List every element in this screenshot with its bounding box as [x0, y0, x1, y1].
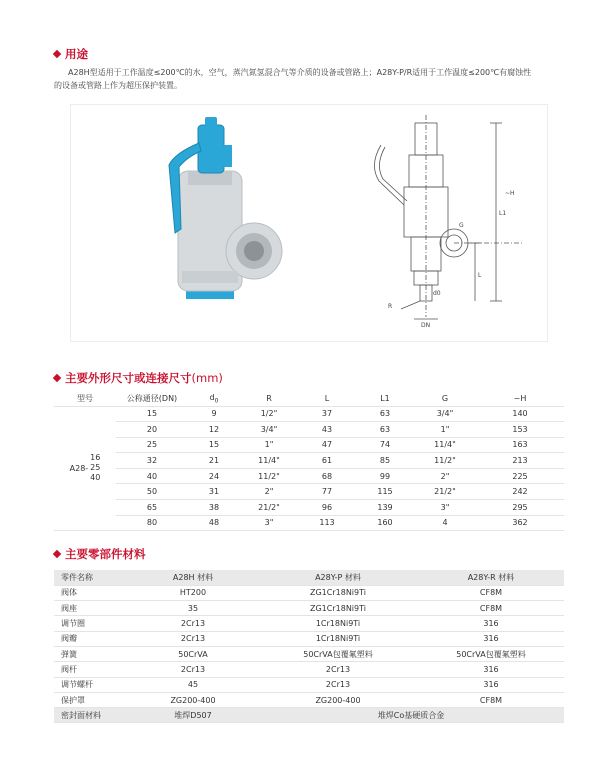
cell-d0: 9: [211, 409, 217, 419]
table-row: [54, 662, 564, 677]
cell-g: 3/4": [436, 409, 454, 419]
cell-part: 调节螺杆: [61, 680, 93, 690]
cell-a28yr: 316: [483, 680, 499, 690]
dimensions-table: [54, 392, 564, 531]
cell-h: 362: [512, 518, 528, 528]
cell-l1: 99: [379, 471, 391, 481]
cell-d0: 12: [208, 424, 220, 434]
header-g: G: [441, 394, 449, 404]
cell-part: 保护罩: [61, 695, 85, 705]
cell-r: 21/2": [258, 502, 280, 512]
cell-a28h: 2Cr13: [180, 664, 206, 674]
cell-a28yp: 2Cr13: [325, 680, 351, 690]
header-a28yp: A28Y-P 材料: [315, 572, 361, 582]
usage-heading: [54, 46, 88, 62]
table-row: [54, 406, 564, 422]
cell-a28h: 2Cr13: [180, 619, 206, 629]
cell-a28yr: CF8M: [479, 588, 503, 598]
header-part: 零件名称: [61, 572, 93, 582]
cell-g: 21/2": [434, 487, 456, 497]
model-variant: 40: [90, 473, 101, 483]
cell-l: 47: [321, 440, 333, 450]
dimensions-unit: (mm): [191, 371, 223, 385]
cell-g: 2": [440, 471, 450, 481]
model-cell: [54, 406, 116, 531]
usage-line-2: 的设备或管路上作为超压保护装置。: [54, 81, 182, 90]
materials-heading: [54, 546, 146, 562]
label-d0: d0: [433, 290, 441, 297]
valve-photo: [169, 117, 282, 299]
model-prefix: A28-: [69, 463, 89, 473]
cell-a28h: 35: [187, 603, 199, 613]
table-row: [54, 437, 564, 453]
label-dn: DN: [421, 322, 431, 329]
table-row: [54, 631, 564, 646]
cell-part: 阀杆: [61, 664, 77, 674]
cell-a28h: ZG200-400: [170, 695, 216, 705]
diamond-bullet-icon: [53, 374, 61, 382]
cell-a28yp: 1Cr18Ni9Ti: [315, 634, 361, 644]
header-l: L: [324, 394, 330, 404]
cell-a28yp: ZG1Cr18Ni9Ti: [310, 588, 366, 598]
model-variant: 25: [90, 463, 101, 473]
cell-l1: 63: [379, 424, 391, 434]
cell-d0: 48: [208, 518, 220, 528]
cell-g: 1": [440, 424, 450, 434]
cell-l: 37: [321, 409, 333, 419]
table-row: [54, 646, 564, 661]
cell-g: 11/2": [434, 456, 456, 466]
cell-l1: 85: [379, 456, 391, 466]
cell-l: 113: [319, 518, 335, 528]
cell-a28y-merged: 堆焊Co基硬质合金: [377, 710, 445, 720]
cell-d0: 21: [208, 456, 220, 466]
cell-dn: 40: [146, 471, 158, 481]
drawing-labels: [388, 190, 515, 329]
cell-g: 11/4": [434, 440, 456, 450]
cell-a28h: 2Cr13: [180, 634, 206, 644]
table-row: [54, 616, 564, 631]
cell-d0: 31: [208, 487, 220, 497]
cell-l1: 74: [379, 440, 391, 450]
cell-l1: 115: [377, 487, 393, 497]
cell-a28yr: CF8M: [479, 603, 503, 613]
cell-part: 调节圈: [61, 619, 85, 629]
cell-l1: 63: [379, 409, 391, 419]
cell-dn: 25: [146, 440, 158, 450]
cell-dn: 20: [146, 424, 158, 434]
header-model: 型号: [77, 394, 93, 404]
header-l1: L1: [380, 394, 390, 404]
cell-l1: 139: [377, 502, 393, 512]
label-l1: L1: [499, 210, 507, 217]
cell-h: 242: [512, 487, 528, 497]
dimensions-title: 主要外形尺寸或连接尺寸: [65, 371, 192, 385]
cell-l1: 160: [377, 518, 393, 528]
cell-a28yp: 50CrVA包覆氟塑料: [303, 649, 373, 659]
cell-r: 11/4": [258, 456, 280, 466]
materials-table: [54, 570, 564, 723]
header-h: ~H: [513, 394, 527, 404]
cell-a28yr: CF8M: [479, 695, 503, 705]
model-variant: 16: [90, 453, 101, 463]
cell-d0: 15: [208, 440, 220, 450]
cell-r: 3/4": [260, 424, 278, 434]
label-l: L: [478, 272, 482, 279]
cell-dn: 32: [146, 456, 158, 466]
header-d0: $d_0$: [209, 392, 219, 405]
cell-g: 3": [440, 502, 450, 512]
table-row: [54, 468, 564, 484]
cell-r: 2": [264, 487, 274, 497]
cell-l: 61: [321, 456, 333, 466]
label-g: G: [459, 222, 464, 229]
header-r: R: [266, 394, 272, 404]
cell-d0: 24: [208, 471, 220, 481]
cell-l: 96: [321, 502, 333, 512]
cell-g: 4: [442, 518, 448, 528]
valve-illustration: [71, 105, 547, 341]
dimensions-header-row: [54, 392, 564, 406]
header-a28yr: A28Y-R 材料: [467, 572, 515, 582]
cell-l: 68: [321, 471, 333, 481]
cell-l: 43: [321, 424, 333, 434]
cell-a28yr: 316: [483, 664, 499, 674]
cell-r: 3": [264, 518, 274, 528]
cell-r: 11/2": [258, 471, 280, 481]
table-row: [54, 422, 564, 438]
cell-a28yr: 316: [483, 634, 499, 644]
cell-part: 阀体: [61, 588, 77, 598]
cell-dn: 50: [146, 487, 158, 497]
header-a28h: A28H 材料: [172, 572, 214, 582]
usage-title: 用途: [65, 47, 88, 61]
cell-h: 140: [512, 409, 528, 419]
header-dn: 公称通径(DN): [126, 394, 178, 404]
cell-a28h: 45: [187, 680, 199, 690]
diamond-bullet-icon: [53, 50, 61, 58]
cell-l: 77: [321, 487, 333, 497]
cell-h: 153: [512, 424, 528, 434]
table-row: [54, 500, 564, 516]
dimensions-heading: [54, 370, 223, 386]
table-row: [54, 453, 564, 469]
cell-h: 295: [512, 502, 528, 512]
cell-part: 弹簧: [61, 649, 77, 659]
valve-section-drawing: [374, 115, 523, 319]
table-row: [54, 484, 564, 500]
cell-a28h: 堆焊D507: [174, 710, 212, 720]
cell-d0: 38: [208, 502, 220, 512]
usage-line-1: A28H型适用于工作温度≤200℃的水，空气，蒸汽氮氢混合气等介质的设备或管路上；A28Y-P/R适用于工作温度≤200℃有腐蚀性: [68, 68, 532, 77]
materials-title: 主要零部件材料: [65, 547, 146, 561]
cell-a28yr: 50CrVA包覆氟塑料: [456, 649, 526, 659]
usage-description: [54, 66, 564, 92]
materials-header-row: [54, 570, 564, 585]
cell-h: 225: [512, 471, 528, 481]
cell-r: 1/2": [260, 409, 278, 419]
cell-h: 213: [512, 456, 528, 466]
table-row: [54, 585, 564, 600]
cell-a28yp: ZG200-400: [315, 695, 361, 705]
cell-a28yr: 316: [483, 619, 499, 629]
table-row: [54, 692, 564, 707]
cell-a28h: 50CrVA: [178, 649, 208, 659]
cell-a28yp: ZG1Cr18Ni9Ti: [310, 603, 366, 613]
cell-part: 阀座: [61, 603, 77, 613]
cell-a28h: HT200: [179, 588, 207, 598]
seal-row: [54, 708, 564, 723]
table-row: [54, 601, 564, 616]
product-figure: [70, 104, 548, 342]
table-row: [54, 677, 564, 692]
cell-part: 阀瓣: [61, 634, 77, 644]
cell-r: 1": [264, 440, 274, 450]
table-row: [54, 515, 564, 531]
cell-dn: 65: [146, 502, 158, 512]
cell-a28yp: 1Cr18Ni9Ti: [315, 619, 361, 629]
cell-part: 密封面材料: [61, 710, 101, 720]
cell-dn: 15: [146, 409, 158, 419]
label-h: ~H: [505, 190, 515, 197]
label-r: R: [388, 303, 393, 310]
cell-a28yp: 2Cr13: [325, 664, 351, 674]
diamond-bullet-icon: [53, 550, 61, 558]
cell-h: 163: [512, 440, 528, 450]
cell-dn: 80: [146, 518, 158, 528]
